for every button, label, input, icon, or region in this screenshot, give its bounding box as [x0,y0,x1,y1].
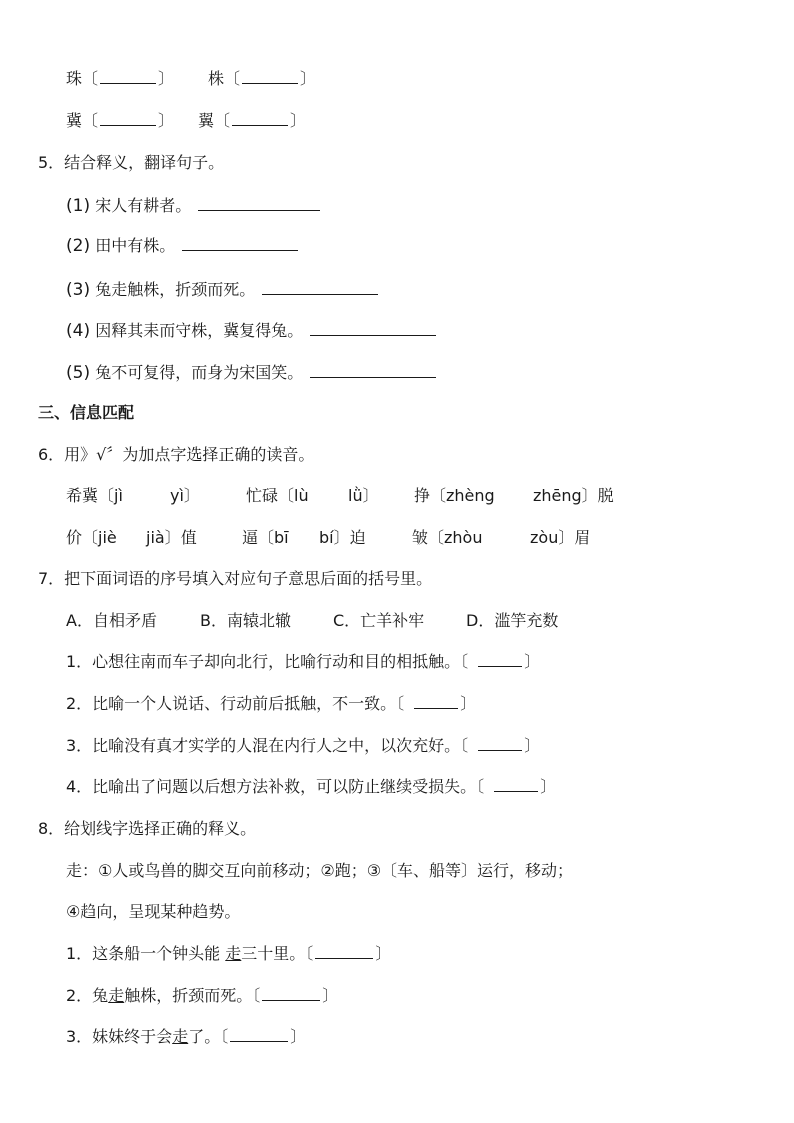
q8-definition-line-2: ④趋向，呈现某种趋势。 [66,902,241,921]
q5-item-2: (2) 田中有株。 [66,235,300,257]
q7-item-3: 3．比喻没有真才实学的人混在内行人之中，以次充好。〔 〕 [66,736,541,755]
q6-r1-c-alt: zhēng〕脱 [533,486,614,505]
q5-item-1: (1) 宋人有耕者。 [66,195,322,217]
q4-row-1-a: 珠〔 [66,69,99,88]
answer-blank[interactable] [494,776,538,792]
q7-item-4: 4．比喻出了问题以后想方法补救，可以防止继续受损失。〔 〕 [66,777,557,796]
q8-item-2: 2．兔走触株，折颈而死。〔 〕 [66,986,339,1005]
q6-r2-a-alt: jià〕值 [146,528,197,547]
q6-r2-a: 价〔jiè [66,528,117,547]
answer-blank[interactable] [414,693,458,709]
q8-item-1: 1．这条船一个钟头能 走三十里。〔 〕 [66,944,392,963]
question-8-title: 8．给划线字选择正确的释义。 [38,819,257,838]
q4-row-2-b: 翼〔 〕 [198,111,307,130]
q6-r2-c: 皱〔zhòu [412,528,483,547]
answer-blank[interactable] [100,68,156,84]
q6-r1-b-alt: lǜ〕 [348,486,379,505]
q7-option-b: B．南辕北辙 [200,611,291,630]
q8-definition-line-1: 走：①人或鸟兽的脚交互向前移动；②跑；③〔车、船等〕运行，移动； [66,861,574,880]
question-7-title: 7．把下面词语的序号填入对应句子意思后面的括号里。 [38,569,433,588]
q7-item-1: 1．心想往南而车子却向北行，比喻行动和目的相抵触。〔 〕 [66,652,541,671]
question-6-title: 6．用》√〞为加点字选择正确的读音。 [38,445,315,464]
answer-blank[interactable] [478,651,522,667]
answer-blank[interactable] [310,320,436,336]
q4-row-1-b: 株〔 〕 [208,69,317,88]
q4-row-1: 珠〔 〕 [66,69,175,88]
answer-blank[interactable] [198,195,320,211]
q6-r1-a: 希冀〔jì [66,486,123,505]
q6-r2-c-alt: zòu〕眉 [530,528,591,547]
q5-item-4: (4) 因释其耒而守株，冀复得兔。 [66,320,438,342]
q6-r1-b: 忙碌〔lù [246,486,309,505]
q8-item-3: 3．妹妹终于会走了。〔 〕 [66,1027,307,1046]
q7-option-d: D．滥竽充数 [466,611,559,630]
q7-item-2: 2．比喻一个人说话、行动前后抵触，不一致。〔 〕 [66,694,477,713]
answer-blank[interactable] [478,735,522,751]
answer-blank[interactable] [100,110,156,126]
q7-option-c: C．亡羊补牢 [333,611,425,630]
q4-row-2: 冀〔 〕 [66,111,175,130]
q6-r1-c: 挣〔zhèng [414,486,495,505]
q7-option-a: A．自相矛盾 [66,611,157,630]
answer-blank[interactable] [230,1026,288,1042]
answer-blank[interactable] [182,235,298,251]
q6-r2-b: 逼〔bī [242,528,289,547]
q6-r1-a-alt: yì〕 [170,486,200,505]
answer-blank[interactable] [310,362,436,378]
q5-item-5: (5) 兔不可复得，而身为宋国笑。 [66,362,438,384]
answer-blank[interactable] [232,110,288,126]
answer-blank[interactable] [315,943,373,959]
q5-item-3: (3) 兔走触株，折颈而死。 [66,279,380,301]
answer-blank[interactable] [242,68,298,84]
question-5-title: 5．结合释义，翻译句子。 [38,153,225,172]
q6-r2-b-alt: bí〕迫 [319,528,366,547]
answer-blank[interactable] [262,985,320,1001]
answer-blank[interactable] [262,279,378,295]
section-heading: 三、信息匹配 [38,403,135,422]
